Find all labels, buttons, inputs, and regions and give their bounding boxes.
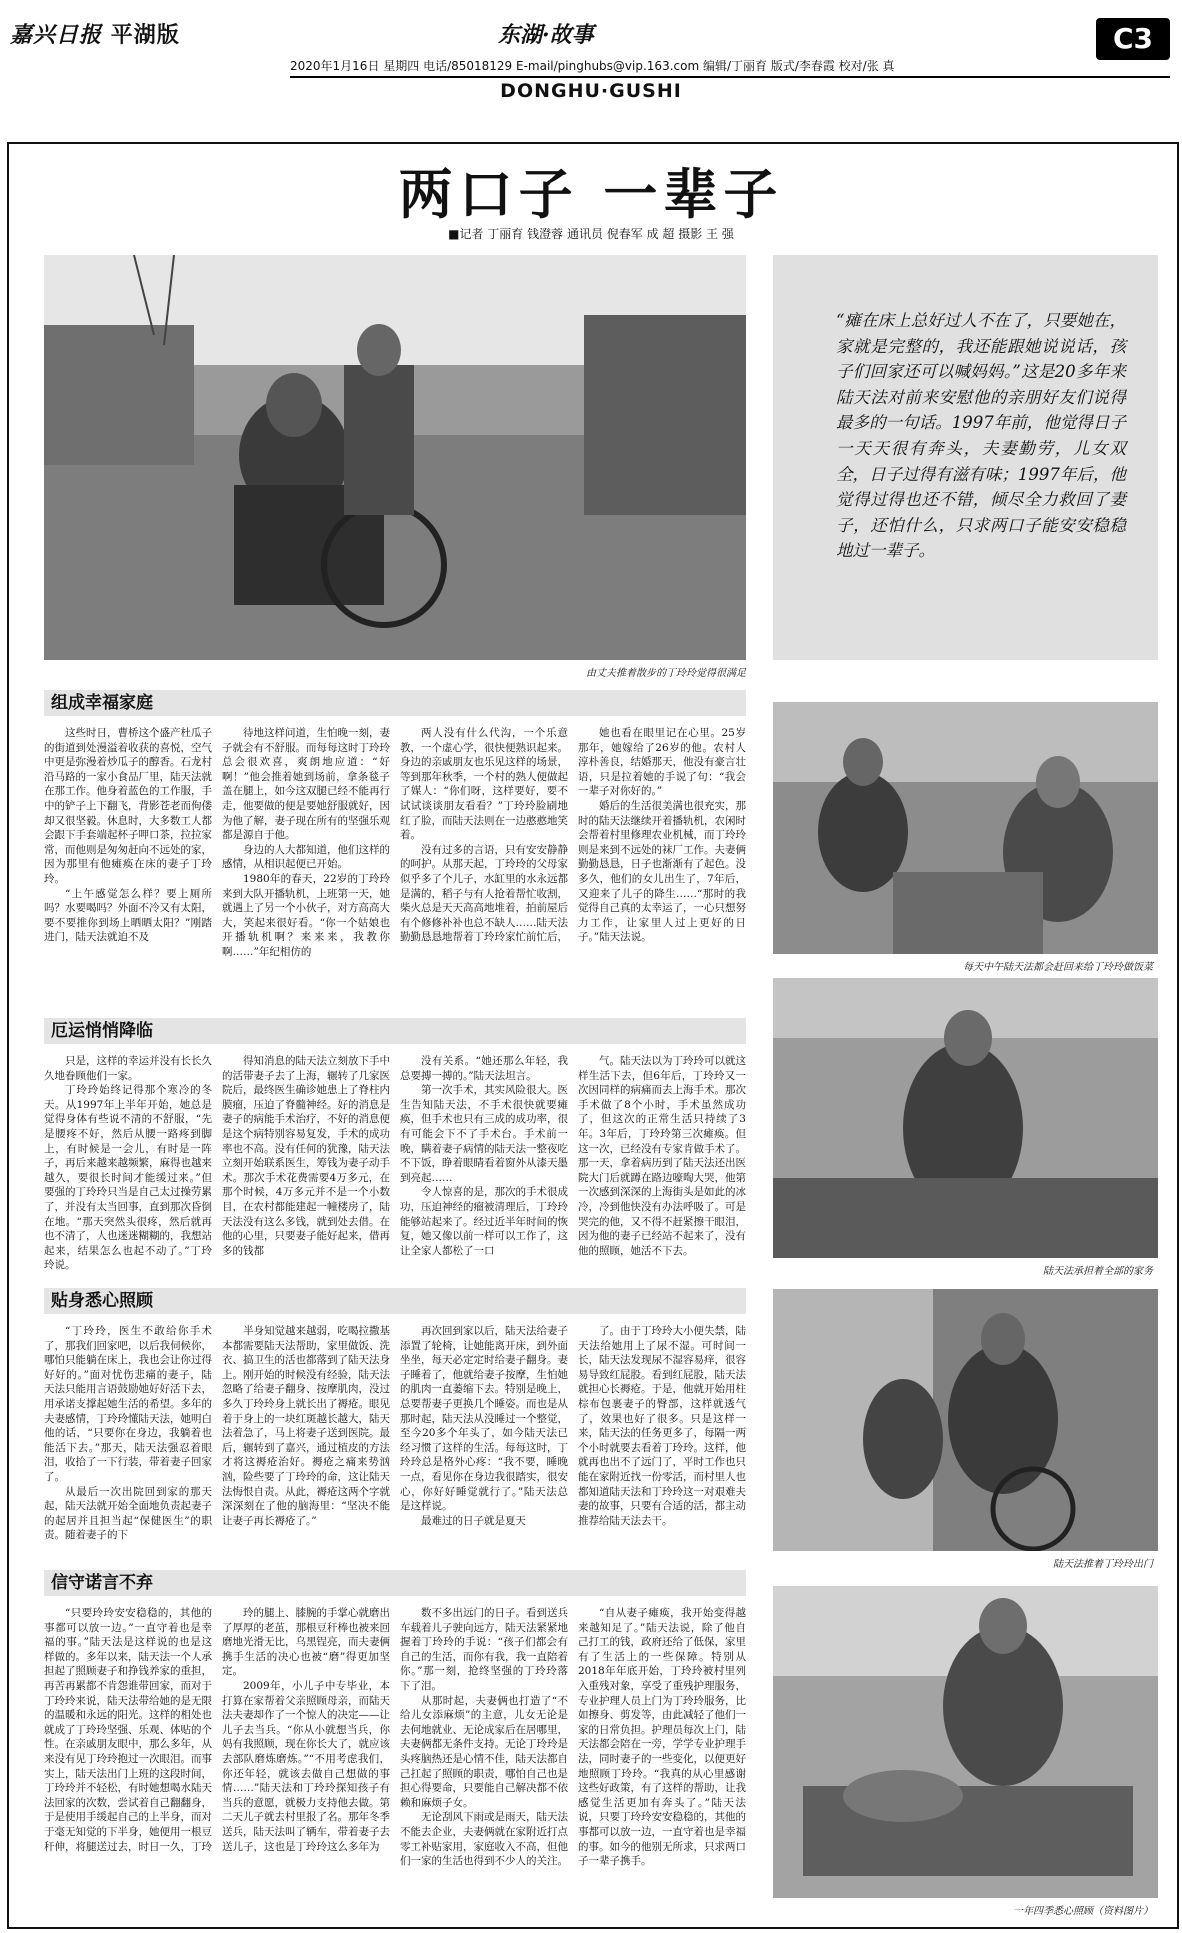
paragraph: 没有过多的言语，只有安安静静的呵护。从那天起，丁玲玲的父母家似乎多了个儿子，水缸里的水永远都是满的，稻子与有人抢着帮忙收割，柴火总是天天高高地堆着，拍前屋后有个修修补补也总不缺人……陆天法勤勤恳恳地帮着丁玲玲家忙前忙后， [400,843,568,944]
section-2-col-1 [44,1054,212,1274]
paragraph: 她也看在眼里记在心里。25岁那年，她嫁给了26岁的他。农村人淳朴善良，结婚那天，他没有豪言壮语，只是拉着她的手说了句：“我会一辈子对你好的。” [578,727,746,798]
section-title-2: 厄运悄悄降临 [44,1018,746,1044]
paragraph: “自从妻子瘫痪，我开始变得越来越知足了。”陆天法说，除了他自己打工的钱，政府还给了低保，家里有了生活上的一些保障。特别从2018年年底开始，丁玲玲被村里列入重残对象，享受了重残护理服务，专业护理人员上门为丁玲玲服务，比如擦身、剪发等，由此减轻了他们一家的日常负担。护理员每次上门，陆天法都会陪在一旁，学学专业护理手法，同时妻子的一些变化，以便更好地照顾丁玲玲。“我真的从心里感谢这些好政策，有了这样的帮助，让我感觉生活更加有奔头了。”陆天法说，只要丁玲玲安安稳稳的，其他的事都可以放一边，一直守着也是幸福的事。如今的他别无所求，只求两口子一辈子携手。 [578,1607,746,1868]
paragraph: 再次回到家以后，陆天法给妻子添置了轮椅，让她能离开床，到外面坐坐，每天必定定时给妻子翻身。妻子睡着了，他就给妻子按摩，生怕她的肌肉一直萎缩下去。特别是晚上，总要帮妻子更换几个睡姿。而也是从那时起，陆天法从没睡过一个整觉，至今20多个年头了，如今陆天法已经习惯了这样的生活。每每这时，丁玲玲总是格外心疼：“我不要，睡晚一点，看见你在身边我很踏实，很安心，你好好睡觉就行了。”陆天法总是这样说。 [400,1325,568,1513]
paragraph: 两人没有什么代沟，一个乐意教，一个虚心学，很快便熟识起来。身边的亲戚朋友也乐见这样的场景，等到那年秋季，一个村的熟人便做起了媒人：“你们呀，这样要好，要不试试谈谈朋友看看？”丁玲玲脸刷地红了脸，而陆天法则在一边憨憨地笑着。 [400,727,568,842]
paragraph: “丁玲玲，医生不敢给你手术了，那我们回家吧，以后我伺候你，哪怕只能躺在床上，我也会让你过得好好的。”面对忧伤悲痛的妻子，陆天法只能用言语鼓励她好好活下去，用承诺支撑起她生活的希望。多年的夫妻感情，丁玲玲懂陆天法，她明白他的话，“只要你在身边，我躺着也能活下去。”那天，陆天法强忍着眼泪，收拾了一下行装，带着妻子回家了。 [44,1325,212,1483]
paragraph: 数不多出远门的日子。看到送兵车载着儿子驶向远方，陆天法紧紧地握着丁玲玲的手说：“孩子们都会有自己的生活，而你有我，我一直陪着你。”那一刻，抢终坚强的丁玲玲落下了泪。 [400,1607,568,1692]
article-headline: 两口子 一辈子 [398,163,784,226]
paragraph: 气。陆天法以为丁玲玲可以就这样生活下去，但6年后，丁玲玲又一次因同样的病痛而去上海手术。那次手术做了8个小时，手术虽然成功了，但这次的正常生活只持续了3年。3年后，丁玲玲第三次瘫痪。但这一次，已经没有专家肯做手术了。那一天，拿着病历到了陆天法还出医院大门后就蹲在路边嚎啕大哭，他第一次感到深深的上海街头是如此的冰冷，冷到他快没有办法呼吸了。可是哭完的他，又不得不赶紧擦干眼泪，因为他的妻子已经站不起来了，没有他的照顾，她活不下去。 [578,1055,746,1257]
photo-housework [773,978,1158,1258]
photo-housework-caption: 陆天法承担着全部的家务 [1043,1266,1153,1277]
section-english-title: DONGHU·GUSHI [500,80,682,102]
photo-going-out [773,1289,1158,1551]
main-photo-caption: 由丈夫推着散步的丁玲玲觉得很满足 [586,668,746,679]
paragraph: 只是，这样的幸运并没有长长久久地眷顾他们一家。 [44,1055,212,1082]
photo-cooking-caption: 每天中午陆天法都会赶回来给丁玲玲做饭菜 [963,962,1153,973]
section-1-col-4 [578,726,746,962]
section-title-1: 组成幸福家庭 [44,690,746,716]
paragraph: 婚后的生活很美满也很充实，那时的陆天法继续开着播轨机，农闲时会帮着村里修理农业机械，而丁玲玲则是来到不远处的袜厂工作。夫妻俩勤勤恳恳，日子也渐渐有了起色。没多久，他们的女儿出生了，7年后，又迎来了儿子的降生……“那时的我觉得自己真的太幸运了，一心只想努力工作，让家里人过上更好的日子。”陆天法说。 [578,799,746,944]
photo-cooking-meal [773,702,1158,954]
masthead-paper-name [10,18,180,49]
section-2-col-3 [400,1054,568,1274]
paragraph: 没有关系。“她还那么年轻，我总要搏一搏的。”陆天法坦言。 [400,1055,568,1082]
section-4-col-4 [578,1606,746,1916]
edition-label: 平湖版 [110,23,180,48]
paragraph: 第一次手术，其实风险很大。医生告知陆天法，不手术很快就要瘫痪，但手术也只有三成的成功率，很有可能会下不了手术台。手术前一晚，瞒着妻子病情的陆天法一整夜吃不下饭，睁着眼睛看着窗外从漆天墨到亮起…… [400,1084,568,1184]
section-3-col-4 [578,1324,746,1556]
section-4-col-2 [222,1606,390,1916]
article-byline: ■记者 丁丽育 钱澄蓉 通讯员 倪春军 成 超 摄影 王 强 [448,227,734,241]
pull-quote-text: “瘫在床上总好过人不在了，只要她在，家就是完整的，我还能跟她说说话，孩子们回家还可以喊妈妈。”这是20多年来陆天法对前来安慰他的亲朋好友们说得最多的一句话。1997年前，他觉得日子一天天很有奔头，夫妻勤劳，儿女双全，日子过得有滋有味；1997年后，他觉得过得也还不错，倾尽全力救回了妻子，还怕什么，只求两口子能安安稳稳地过一辈子。 [836,311,1126,561]
paragraph: 最难过的日子就是夏天 [421,1514,526,1527]
section-title-4: 信守诺言不弃 [44,1570,746,1596]
paper-logo: 嘉兴日报 [10,22,103,48]
section-logo: 东湖·故事 [498,22,594,48]
paragraph: “只要玲玲安安稳稳的，其他的事都可以放一边。”一直守着也是幸福的事。”陆天法是这样说的也是这样做的。多年以来，陆天法一个人承担起了照顾妻子和挣钱养家的重担，再苦再累都不肯怨谁带回家，而对于丁玲玲来说，陆天法带给她的是无限的温暖和永远的阳光。这样的相处也就成了丁玲玲坚强、乐观、体贴的个性。在亲戚朋友眼中，那么多年，从来没有见丁玲玲抱过一次眼泪。而事实上，陆天法出门上班的这段时间，丁玲玲并不轻松，有时她想喝水陆天法回家的次数，尝试着自己翻翻身，于是使用手缓起自己的上半身，而对于毫无知觉的下半身，她便用一根豆秆伸，将腿送过去，时日一久，丁玲 [44,1607,212,1853]
paragraph: 丁玲玲始终记得那个寒冷的冬天。从1997年上半年开始，她总是觉得身体有些说不清的不舒服，“先是腰疼不好，然后从腰一路疼到脚上，有时候是一会儿，有时是一阵子，再后来越来越频繁，麻得也越来越久，要很长时间才能缓过来。”但要强的丁玲玲只当是自己太过操劳累了，并没有太当回事，直到那次昏倒在地。“那天突然头很疼，然后就再也不清了，人也迷迷糊糊的，我想站起来，结果怎么也起不动了。”丁玲玲说。 [44,1084,212,1272]
page-number-badge: C3 [1096,18,1170,60]
paragraph: 得知消息的陆天法立刻放下手中的活带妻子去了上海，辗转了几家医院后，最终医生确诊她患上了脊柱内膜瘤，压迫了脊髓神经。好的消息是妻子的病能手术治疗，不好的消息便是这个病特别容易复发，手术的成功率也不高。没有任何的犹豫，陆天法立刻开始联系医生，筹钱为妻子动手术。那次手术花费需要4万多元，在那个时候，4万多元并不是一个小数目，在农村都能建起一幢楼房了，陆天法没有这么多钱，就到处去借。在他的心里，只要妻子能好起来，借再多的钱都 [222,1055,390,1257]
photo-going-out-caption: 陆天法推着丁玲玲出门 [1053,1559,1153,1570]
section-4-col-1 [44,1606,212,1916]
section-3-col-1 [44,1324,212,1556]
section-1-col-2 [222,726,390,962]
section-2-col-2 [222,1054,390,1274]
photo-year-round-care [773,1586,1158,1898]
paragraph: 无论刮风下雨或是雨天，陆天法不能去企业，夫妻俩就在家附近打点零工补贴家用，家庭收入不高，但他们一家的生活也得到不少人的关注。 [400,1811,568,1868]
paragraph: 2009年，小儿子中专毕业，本打算在家帮着父亲照顾母亲，而陆天法夫妻却作了一个惊人的决定——让儿子去当兵。“你从小就想当兵，你妈有我照顾，现在你长大了，就应该去部队磨炼磨炼。”“不用考虑我们，你还年轻，就该去做自己想做的事情……”陆天法和丁玲玲探知孩子有当兵的意愿，就极力支持他去做。第二天儿子就去村里报了名。那年冬季送兵，陆天法叫了辆车，带着妻子去送儿子，这也是丁玲玲这么多年为 [222,1679,390,1853]
paragraph: 这些时日，曹桥这个盛产杜瓜子的街道到处漫溢着收获的喜悦，空气中更是弥漫着炒瓜子的醇香。石龙村沿马路的一家小食品厂里，陆天法就在那工作。他身着蓝色的工作服，手中的铲子上下翻飞，背影苍老而佝偻却又很坚毅。休息时，大多数工人都会跟下手套端起杯子呷口茶，拉拉家常，而他则是匆匆赶向不远处的家，因为那里有他瘫痪在床的妻子丁玲玲。 [44,727,212,885]
paragraph: 从那时起，夫妻俩也打造了“不给儿女添麻烦”的主意，儿女无论是去何地就业、无论成家后在居哪里，夫妻俩都无条件支持。无论丁玲玲是头疼脑热还是心情不佳，陆天法都自己扛起了照顾的职责，哪怕自己也是担心得要命，只要能自己解决都不依赖和麻烦子女。 [400,1694,568,1809]
section-3-col-3 [400,1324,568,1556]
section-1-col-1 [44,726,212,962]
header-info-line: 2020年1月16日 星期四 电话/85018129 E-mail/pinghubs@vip.163.com 编辑/丁丽育 版式/李春霞 校对/张 真 [290,59,895,73]
section-1-col-3 [400,726,568,962]
photo-year-round-caption: 一年四季悉心照顾（资料图片） [1013,1906,1153,1917]
section-3-col-2 [222,1324,390,1556]
paragraph: 身边的人大都知道，他们这样的感情，从相识起便已开始。 [222,843,390,871]
paragraph: 待地这样问道，生怕晚一刻，妻子就会有不舒服。而每每这时丁玲玲总会很欢喜，爽朗地应道：“好啊！”他会推着她到场前，拿条毯子盖在腿上，如今这双腿已经不能再行走，他要做的便是要她舒服就好，因为他了解，妻子现在所有的坚强乐观都是源自于他。 [222,727,390,842]
section-2-col-4 [578,1054,746,1274]
paragraph: “上午感觉怎么样？要上厕所吗？水要喝吗？外面不冷又有太阳，要不要推你到场上晒晒太阳？”刚踏进门，陆天法就迫不及 [44,887,212,944]
paragraph: 令人惊喜的是，那次的手术很成功，压迫神经的瘤被清理后，丁玲玲能够站起来了。经过近半年时间的恢复，她又像以前一样可以工作了，这让全家人都松了一口 [400,1186,568,1257]
paragraph: 1980年的春天，22岁的丁玲玲来到大队开播轨机，上班第一天，她就遇上了另一个小伙子，对方高高大大，笑起来很好看。“你一个姑娘也开播轨机啊？来来来，我教你啊……”年纪相仿的 [222,872,390,958]
paragraph: 从最后一次出院回到家的那天起，陆天法就开始全面地负责起妻子的起居并且担当起“保健医生”的职责。随着妻子的下 [44,1485,212,1542]
main-photo [44,255,746,660]
paragraph: 了。由于丁玲玲大小便失禁，陆天法给她用上了尿不湿。可时间一长，陆天法发现尿不湿容易痒，很容易导致红屁股。看到红屁股，陆天法就担心长褥疮。于是，他就开始用柱棕布包裹妻子的臀部，这样就透气了，效果也好了很多。只是这样一来，陆天法的任务更多了，每隔一两个小时就要去看着丁玲玲。这样，他就再也出不了远门了，平时工作也只能在家附近找一份零活，而村里人也都知道陆天法和丁玲玲这一对艰难夫妻的故事，只要有合适的活，都主动推荐给陆天法去干。 [578,1325,746,1527]
section-4-col-3 [400,1606,568,1916]
paragraph: 玲的腿上、膝腕的手掌心就磨出了厚厚的老茧，那根豆秆棒也被来回磨地光滑无比，乌黑锃亮，而夫妻俩携手生活的决心也被“磨”得更加坚定。 [222,1607,390,1678]
header-rule [290,76,1170,78]
paragraph: 半身知觉越来越弱，吃喝拉撒基本都需要陆天法帮助，家里做饭、洗衣、搞卫生的活也都落到了陆天法身上。刚开始的时候没有经验，陆天法忽略了给妻子翻身、按摩肌肉，没过多久丁玲玲身上就长出了褥疮。眼见着于身上的一块红斑越长越大，陆天法着急了，马上将妻子送到医院。最后，辗转到了嘉兴，通过植皮的方法才将这褥疮治好。褥疮之痛来势汹汹，险些要了丁玲玲的命，这让陆天法悔恨自责。从此，褥疮这两个字就深深刻在了他的脑海里：“坚决不能让妻子再长褥疮了。” [222,1325,390,1527]
section-title-3: 贴身悉心照顾 [44,1288,746,1314]
